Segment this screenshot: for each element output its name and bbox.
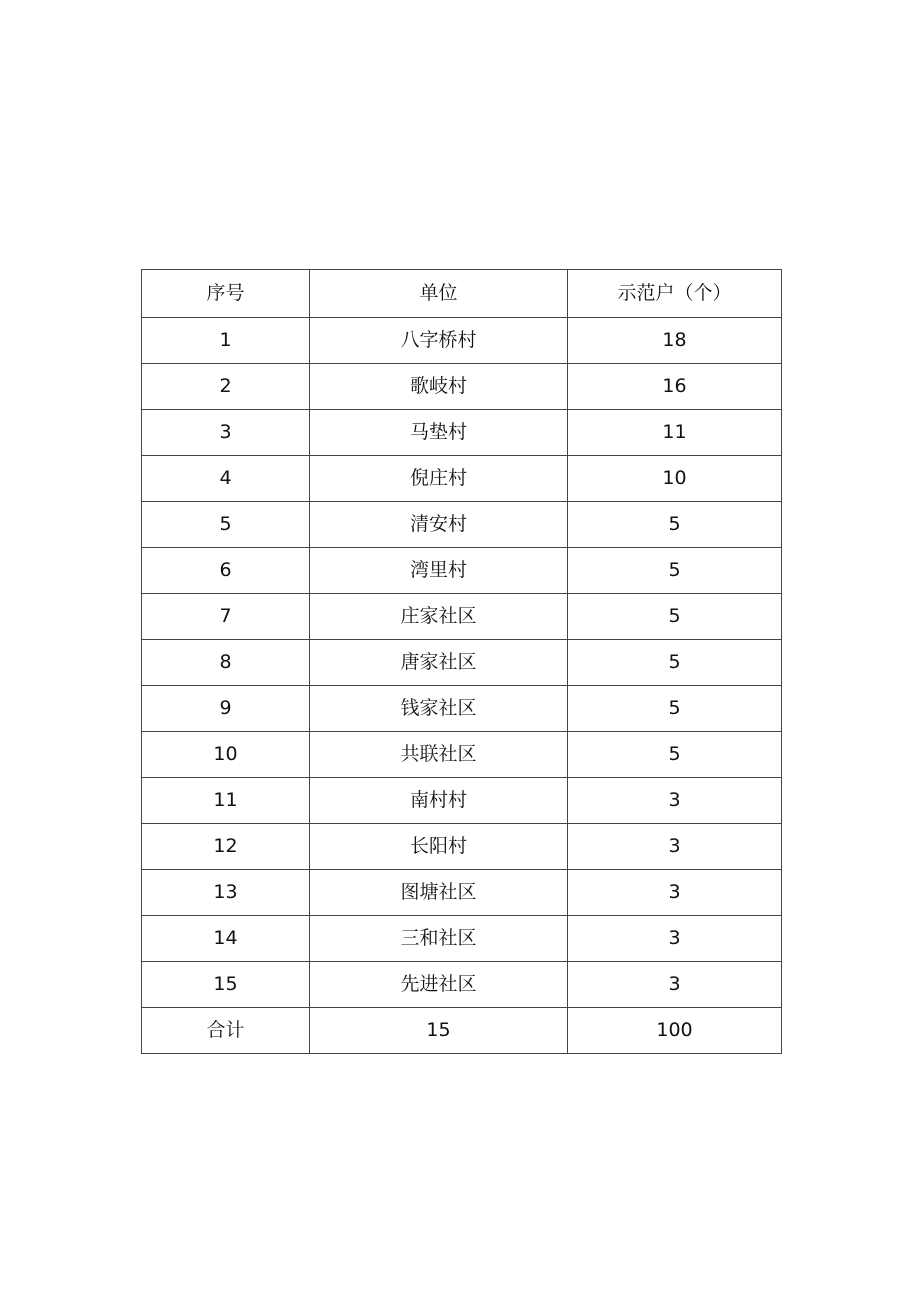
cell-unit: 长阳村 [310,824,568,870]
cell-total-label: 合计 [142,1008,310,1054]
table-row [142,824,782,870]
table-header-row [142,270,782,318]
cell-unit: 八字桥村 [310,318,568,364]
cell-serial-number: 3 [142,410,310,456]
cell-household-count: 5 [568,732,782,778]
table-row [142,732,782,778]
cell-serial-number: 13 [142,870,310,916]
cell-unit: 清安村 [310,502,568,548]
cell-unit: 先进社区 [310,962,568,1008]
cell-household-count: 3 [568,778,782,824]
table-row [142,502,782,548]
header-household-count: 示范户（个） [568,270,782,318]
header-unit: 单位 [310,270,568,318]
cell-unit: 三和社区 [310,916,568,962]
cell-household-count: 5 [568,548,782,594]
table-row [142,778,782,824]
table-row [142,364,782,410]
cell-household-count: 16 [568,364,782,410]
demonstration-households-table [141,269,782,1054]
cell-household-count: 10 [568,456,782,502]
table-row [142,640,782,686]
cell-total-households: 100 [568,1008,782,1054]
cell-serial-number: 5 [142,502,310,548]
cell-serial-number: 14 [142,916,310,962]
cell-unit: 歌岐村 [310,364,568,410]
cell-unit: 马垫村 [310,410,568,456]
cell-unit: 钱家社区 [310,686,568,732]
cell-unit: 共联社区 [310,732,568,778]
cell-household-count: 5 [568,502,782,548]
cell-household-count: 3 [568,916,782,962]
cell-unit: 南村村 [310,778,568,824]
table-row [142,916,782,962]
cell-serial-number: 4 [142,456,310,502]
cell-serial-number: 6 [142,548,310,594]
cell-unit: 庄家社区 [310,594,568,640]
cell-serial-number: 7 [142,594,310,640]
cell-serial-number: 2 [142,364,310,410]
cell-unit: 倪庄村 [310,456,568,502]
cell-household-count: 18 [568,318,782,364]
cell-household-count: 3 [568,824,782,870]
cell-household-count: 5 [568,594,782,640]
cell-unit: 图塘社区 [310,870,568,916]
cell-serial-number: 11 [142,778,310,824]
cell-serial-number: 8 [142,640,310,686]
table-row [142,318,782,364]
cell-unit: 湾里村 [310,548,568,594]
table-row [142,686,782,732]
table-row [142,456,782,502]
table-total-row [142,1008,782,1054]
cell-household-count: 11 [568,410,782,456]
table-row [142,962,782,1008]
table-row [142,594,782,640]
cell-serial-number: 15 [142,962,310,1008]
table-row [142,870,782,916]
cell-household-count: 5 [568,686,782,732]
cell-household-count: 3 [568,962,782,1008]
cell-serial-number: 12 [142,824,310,870]
table-body [142,318,782,1054]
cell-household-count: 3 [568,870,782,916]
table-row [142,548,782,594]
cell-household-count: 5 [568,640,782,686]
header-serial-number: 序号 [142,270,310,318]
cell-serial-number: 10 [142,732,310,778]
cell-unit: 唐家社区 [310,640,568,686]
cell-serial-number: 9 [142,686,310,732]
table-row [142,410,782,456]
cell-total-units: 15 [310,1008,568,1054]
cell-serial-number: 1 [142,318,310,364]
